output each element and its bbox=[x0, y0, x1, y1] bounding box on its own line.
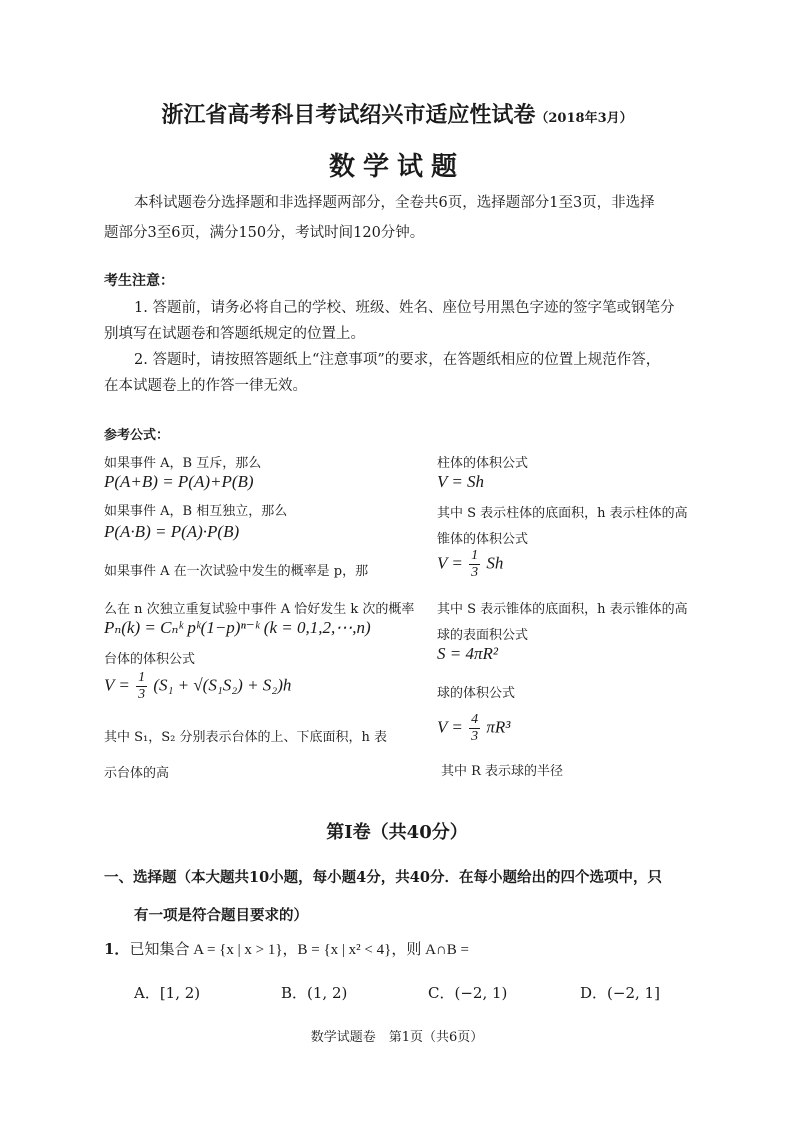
part-heading-line-1: 一、选择题（本大题共10小题，每小题4分，共40分．在每小题给出的四个选项中，只 bbox=[104, 869, 662, 886]
formula-frustum-text: 台体的体积公式 bbox=[104, 652, 196, 667]
sphere-fraction bbox=[469, 712, 480, 745]
section-title: 第Ⅰ卷（共40分） bbox=[326, 822, 468, 843]
formula-cone bbox=[437, 548, 503, 581]
intro-line-2: 题部分3至6页，满分150分，考试时间120分钟。 bbox=[104, 225, 425, 241]
notice-item-1-line-2: 别填写在试题卷和答题纸规定的位置上。 bbox=[104, 326, 365, 342]
cone-frac-num: 1 bbox=[471, 548, 479, 563]
formula-sphere-area: S = 4πR² bbox=[437, 644, 498, 663]
formula-sphere-note: 其中 R 表示球的半径 bbox=[441, 764, 564, 779]
sphere-frac-den: 3 bbox=[471, 729, 479, 744]
formula-mutex-text: 如果事件 A，B 互斥，那么 bbox=[104, 456, 262, 471]
question-1 bbox=[104, 938, 469, 959]
formula-sphere-vol bbox=[437, 712, 510, 745]
formula-prism-text: 柱体的体积公式 bbox=[437, 456, 529, 471]
question-number: 1． bbox=[104, 940, 130, 958]
cone-fraction bbox=[469, 548, 480, 581]
formula-prism-note: 其中 S 表示柱体的底面积，h 表示柱体的高 bbox=[437, 506, 688, 521]
frustum-frac-num: 1 bbox=[138, 670, 146, 685]
cone-frac-den: 3 bbox=[471, 565, 479, 580]
title-date: （2018年3月） bbox=[535, 111, 633, 126]
exam-title bbox=[0, 98, 794, 129]
formula-sphere-area-text: 球的表面积公式 bbox=[437, 628, 529, 643]
sphere-frac-num: 4 bbox=[471, 712, 479, 727]
formula-frustum-note-2: 示台体的高 bbox=[104, 766, 170, 781]
cone-body: Sh bbox=[486, 553, 504, 573]
notice-item-2-line-2: 在本试题卷上的作答一律无效。 bbox=[104, 378, 307, 394]
formula-bernoulli: Pₙ(k) = Cₙᵏ pᵏ(1−p)ⁿ⁻ᵏ (k = 0,1,2,⋯,n) bbox=[104, 618, 371, 637]
option-c: C．(−2, 1) bbox=[428, 984, 508, 1002]
option-b: B．(1, 2) bbox=[281, 984, 348, 1002]
question-text: 已知集合 A = {x | x > 1}，B = {x | x² < 4}，则 A∩B = bbox=[129, 942, 469, 958]
exam-subtitle: 数学试题 bbox=[328, 152, 465, 182]
notice-item-1-line-1: 1. 答题前，请务必将自己的学校、班级、姓名、座位号用黑色字迹的签字笔或钢笔分 bbox=[134, 300, 675, 316]
frustum-fraction bbox=[136, 670, 147, 703]
cone-prefix: V = bbox=[437, 553, 463, 573]
frustum-prefix: V = bbox=[104, 675, 130, 695]
page-footer: 数学试题卷 第1页（共6页） bbox=[310, 1030, 484, 1045]
formula-frustum-note-1: 其中 S₁，S₂ 分别表示台体的上、下底面积，h 表 bbox=[104, 730, 388, 745]
formula-trial-text-2: 么在 n 次独立重复试验中事件 A 恰好发生 k 次的概率 bbox=[104, 602, 415, 617]
sphere-vol-prefix: V = bbox=[437, 717, 463, 737]
formula-cone-note: 其中 S 表示锥体的底面积，h 表示锥体的高 bbox=[437, 602, 688, 617]
formula-cone-text: 锥体的体积公式 bbox=[437, 532, 529, 547]
formula-trial-text-1: 如果事件 A 在一次试验中发生的概率是 p，那 bbox=[104, 564, 369, 579]
intro-line-1: 本科试题卷分选择题和非选择题两部分，全卷共6页，选择题部分1至3页，非选择 bbox=[134, 195, 655, 211]
frustum-frac-den: 3 bbox=[138, 687, 146, 702]
notice-item-2-line-1: 2. 答题时，请按照答题纸上“注意事项”的要求，在答题纸相应的位置上规范作答， bbox=[134, 352, 661, 368]
formula-mutex: P(A+B) = P(A)+P(B) bbox=[104, 472, 254, 491]
sphere-vol-body: πR³ bbox=[486, 717, 511, 737]
formula-sphere-vol-text: 球的体积公式 bbox=[437, 686, 516, 701]
option-a: A．[1, 2) bbox=[134, 984, 201, 1002]
frustum-body: (S₁ + √(S₁S₂) + S₂)h bbox=[153, 675, 292, 695]
formula-indep-text: 如果事件 A，B 相互独立，那么 bbox=[104, 504, 288, 519]
option-d: D．(−2, 1] bbox=[580, 984, 660, 1002]
formula-frustum bbox=[104, 670, 291, 703]
formula-prism: V = Sh bbox=[437, 472, 485, 491]
part-heading-line-2: 有一项是符合题目要求的） bbox=[134, 907, 308, 924]
formula-indep: P(A·B) = P(A)·P(B) bbox=[104, 522, 240, 541]
formulas-heading: 参考公式： bbox=[104, 428, 170, 443]
notice-heading: 考生注意： bbox=[104, 273, 174, 289]
title-text: 浙江省高考科目考试绍兴市适应性试卷 bbox=[161, 102, 536, 128]
